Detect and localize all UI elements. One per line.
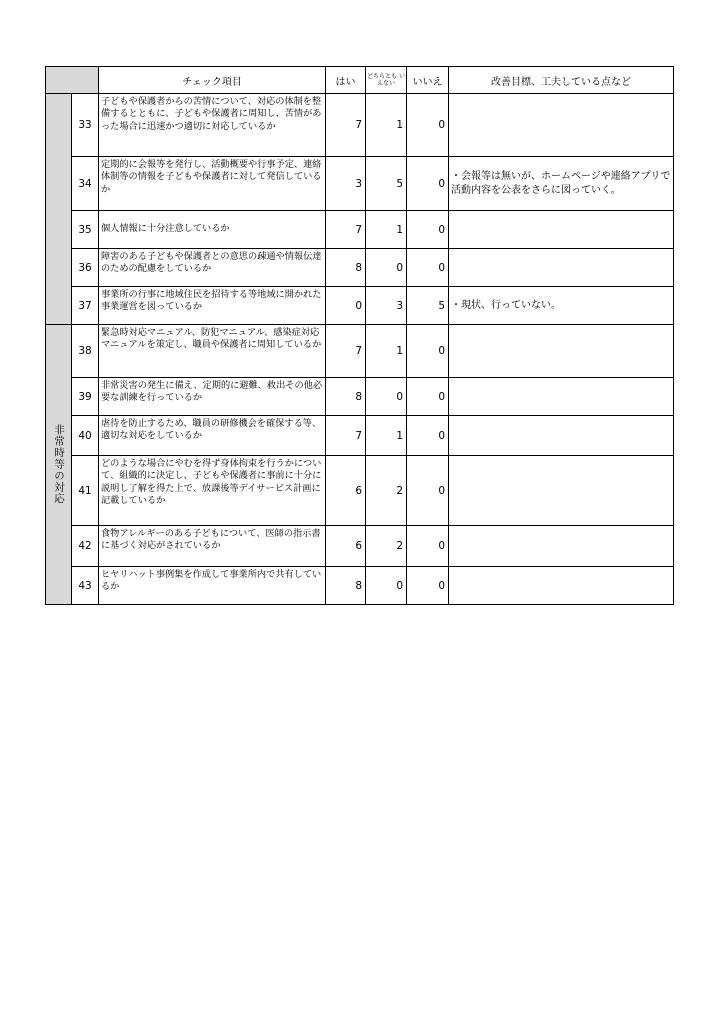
header-improvement: 改善目標、工夫している点など xyxy=(449,67,674,94)
row-check-item: 緊急時対応マニュアル、防犯マニュアル、感染症対応マニュアルを策定し、職員や保護者に周知しているか xyxy=(99,325,326,378)
row-note: ・現状、行っていない。 xyxy=(449,287,674,325)
table-row xyxy=(46,416,674,456)
row-note: ・会報等は無いが、ホームページや連絡アプリで活動内容を公表をさらに図っていく。 xyxy=(449,157,674,211)
table-row xyxy=(46,157,674,211)
header-yes: はい xyxy=(326,67,366,94)
row-yes-count: 0 xyxy=(326,287,366,325)
row-number: 39 xyxy=(72,378,99,416)
row-no-count: 0 xyxy=(407,249,449,287)
row-number: 42 xyxy=(72,526,99,567)
row-no-count: 0 xyxy=(407,211,449,249)
row-yes-count: 7 xyxy=(326,94,366,157)
row-number: 35 xyxy=(72,211,99,249)
row-number: 43 xyxy=(72,567,99,605)
row-yes-count: 8 xyxy=(326,378,366,416)
section-label-emergency: 非常時等の対応 xyxy=(46,325,72,605)
table-row xyxy=(46,325,674,378)
section-label-cell xyxy=(46,94,72,325)
row-neither-count: 5 xyxy=(366,157,407,211)
row-yes-count: 7 xyxy=(326,416,366,456)
table-row xyxy=(46,287,674,325)
row-check-item: 虐待を防止するため、職員の研修機会を確保する等、適切な対応をしているか xyxy=(99,416,326,456)
row-yes-count: 8 xyxy=(326,249,366,287)
row-neither-count: 0 xyxy=(366,378,407,416)
row-no-count: 0 xyxy=(407,325,449,378)
row-check-item: 事業所の行事に地域住民を招待する等地域に開かれた事業運営を図っているか xyxy=(99,287,326,325)
row-yes-count: 6 xyxy=(326,526,366,567)
row-no-count: 0 xyxy=(407,94,449,157)
header-check-item: チェック項目 xyxy=(99,67,326,94)
row-number: 37 xyxy=(72,287,99,325)
row-neither-count: 1 xyxy=(366,94,407,157)
row-note xyxy=(449,526,674,567)
row-neither-count: 2 xyxy=(366,526,407,567)
table-row xyxy=(46,211,674,249)
row-note xyxy=(449,567,674,605)
row-yes-count: 3 xyxy=(326,157,366,211)
row-no-count: 5 xyxy=(407,287,449,325)
row-no-count: 0 xyxy=(407,416,449,456)
row-no-count: 0 xyxy=(407,456,449,526)
row-neither-count: 1 xyxy=(366,416,407,456)
row-check-item: 障害のある子どもや保護者との意思の疎通や情報伝達のための配慮をしているか xyxy=(99,249,326,287)
row-note xyxy=(449,94,674,157)
row-number: 38 xyxy=(72,325,99,378)
row-number: 33 xyxy=(72,94,99,157)
header-corner-cell xyxy=(46,67,99,94)
row-yes-count: 8 xyxy=(326,567,366,605)
table-header-row xyxy=(46,67,674,94)
row-check-item: 定期的に会報等を発行し、活動概要や行事予定、連絡体制等の情報を子どもや保護者に対して発信しているか xyxy=(99,157,326,211)
row-neither-count: 0 xyxy=(366,249,407,287)
row-no-count: 0 xyxy=(407,526,449,567)
table-row xyxy=(46,249,674,287)
row-yes-count: 6 xyxy=(326,456,366,526)
row-neither-count: 1 xyxy=(366,325,407,378)
row-check-item: 個人情報に十分注意しているか xyxy=(99,211,326,249)
row-note xyxy=(449,456,674,526)
table-row xyxy=(46,567,674,605)
row-yes-count: 7 xyxy=(326,211,366,249)
row-neither-count: 3 xyxy=(366,287,407,325)
table-row xyxy=(46,94,674,157)
checklist-table xyxy=(45,66,674,605)
row-note xyxy=(449,325,674,378)
row-neither-count: 0 xyxy=(366,567,407,605)
row-no-count: 0 xyxy=(407,157,449,211)
row-no-count: 0 xyxy=(407,378,449,416)
row-check-item: どのような場合にやむを得ず身体拘束を行うかについて、組織的に決定し、子どもや保護者に事前に十分に説明し了解を得た上で、放課後等デイサービス計画に記載しているか xyxy=(99,456,326,526)
row-number: 40 xyxy=(72,416,99,456)
table-row xyxy=(46,526,674,567)
table-row xyxy=(46,456,674,526)
row-no-count: 0 xyxy=(407,567,449,605)
row-check-item: 非常災害の発生に備え、定期的に避難、救出その他必要な訓練を行っているか xyxy=(99,378,326,416)
row-number: 34 xyxy=(72,157,99,211)
row-check-item: ヒヤリハット事例集を作成して事業所内で共有しているか xyxy=(99,567,326,605)
row-neither-count: 1 xyxy=(366,211,407,249)
row-yes-count: 7 xyxy=(326,325,366,378)
row-number: 41 xyxy=(72,456,99,526)
row-check-item: 子どもや保護者からの苦情について、対応の体制を整備するとともに、子どもや保護者に周知し、苦情があった場合に迅速かつ適切に対応しているか xyxy=(99,94,326,157)
row-note xyxy=(449,211,674,249)
row-note xyxy=(449,416,674,456)
row-number: 36 xyxy=(72,249,99,287)
table-row xyxy=(46,378,674,416)
row-neither-count: 2 xyxy=(366,456,407,526)
header-no: いいえ xyxy=(407,67,449,94)
row-note xyxy=(449,378,674,416)
row-check-item: 食物アレルギーのある子どもについて、医師の指示書に基づく対応がされているか xyxy=(99,526,326,567)
row-note xyxy=(449,249,674,287)
header-neither: どちらとも いえない xyxy=(366,67,407,94)
